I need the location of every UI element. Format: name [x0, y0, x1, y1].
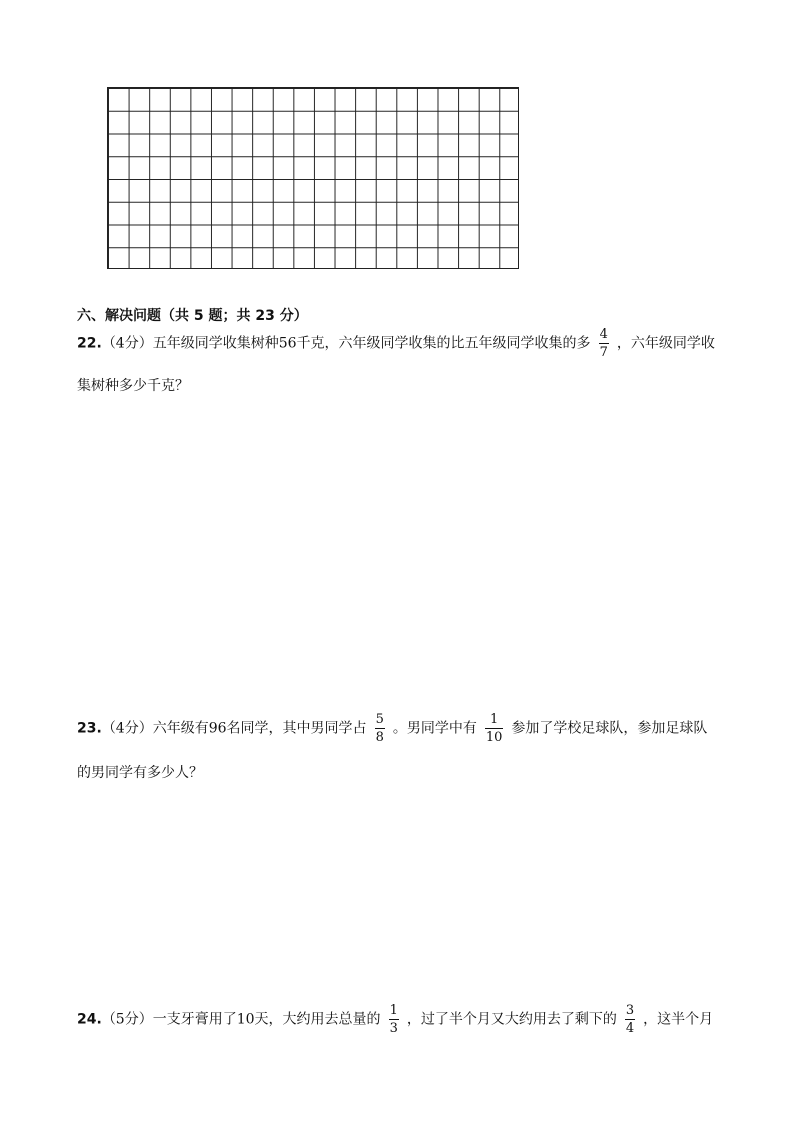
question-22-line2: 集树种多少千克？	[77, 378, 189, 394]
fraction-denominator: 8	[375, 730, 384, 745]
question-23-line1	[77, 711, 707, 746]
question-text: 五年级同学收集树种56千克，六年级同学收集的比五年级同学收集的多	[152, 335, 591, 352]
fraction	[389, 1002, 399, 1037]
fraction-numerator: 5	[375, 712, 384, 727]
section-title: 六、解决问题（共 5 题；共 23 分）	[77, 308, 308, 324]
question-text: ，这半个月	[643, 1011, 714, 1028]
question-number: 24.	[77, 1011, 102, 1028]
question-text: ，过了半个月又大约用去了剩下的	[406, 1011, 617, 1028]
fraction	[599, 326, 609, 361]
fraction-denominator: 10	[485, 730, 503, 745]
question-number: 23.	[77, 720, 102, 737]
fraction	[375, 711, 385, 746]
question-text: 。男同学中有	[392, 720, 477, 737]
question-text: 六年级有96名同学，其中男同学占	[152, 720, 367, 737]
fraction	[485, 711, 504, 746]
question-text: 参加了学校足球队，参加足球队	[511, 720, 708, 737]
fraction-numerator: 1	[485, 711, 504, 729]
fraction-numerator: 3	[625, 1003, 635, 1018]
question-points: （5分）	[101, 1011, 153, 1028]
question-number: 22.	[77, 335, 102, 352]
question-23-line2: 的男同学有多少人？	[77, 765, 203, 781]
question-22-line1	[77, 326, 715, 361]
fraction-denominator: 4	[625, 1021, 635, 1036]
fraction	[625, 1002, 635, 1037]
fraction-denominator: 7	[599, 345, 608, 360]
fraction-denominator: 3	[389, 1021, 398, 1036]
fraction-numerator: 4	[599, 327, 608, 342]
fraction-numerator: 1	[389, 1003, 398, 1018]
question-text: 一支牙膏用了10天，大约用去总量的	[152, 1011, 381, 1028]
writing-grid	[107, 87, 519, 269]
question-24-line1	[77, 1002, 713, 1037]
question-text: ，六年级同学收	[616, 335, 715, 352]
question-points: （4分）	[101, 335, 153, 352]
question-points: （4分）	[101, 720, 153, 737]
